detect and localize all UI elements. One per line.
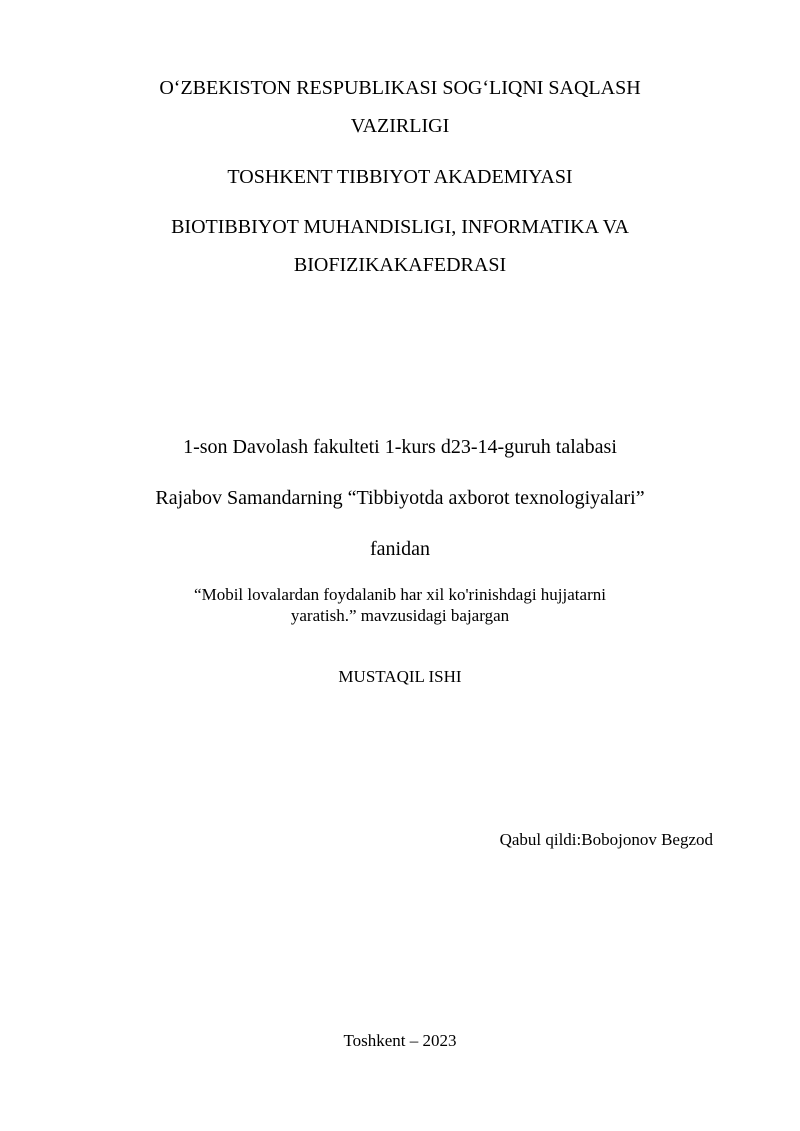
department-line-2: BIOFIZIKAKAFEDRASI [293, 254, 507, 276]
topic-line-2: yaratish.” mavzusidagi bajargan [290, 606, 510, 625]
academy-name: TOSHKENT TIBBIYOT AKADEMIYASI [227, 166, 573, 188]
work-type: MUSTAQIL ISHI [338, 667, 462, 686]
student-line-2: Rajabov Samandarning “Tibbiyotda axborot texnologiyalari” [155, 487, 645, 509]
ministry-line-1: O‘ZBEKISTON RESPUBLIKASI SOG‘LIQNI SAQLASH [159, 77, 641, 99]
student-line-1: 1-son Davolash fakulteti 1-kurs d23-14-guruh talabasi [183, 436, 617, 458]
student-line-3: fanidan [370, 538, 430, 560]
topic-line-1: “Mobil lovalardan foydalanib har xil ko'rinishdagi hujjatarni [194, 585, 606, 604]
department-line-1: BIOTIBBIYOT MUHANDISLIGI, INFORMATIKA VA [171, 216, 629, 238]
place-year: Toshkent – 2023 [343, 1031, 457, 1050]
ministry-line-2: VAZIRLIGI [350, 115, 450, 137]
reviewer-line: Qabul qildi:Bobojonov Begzod [499, 830, 713, 849]
